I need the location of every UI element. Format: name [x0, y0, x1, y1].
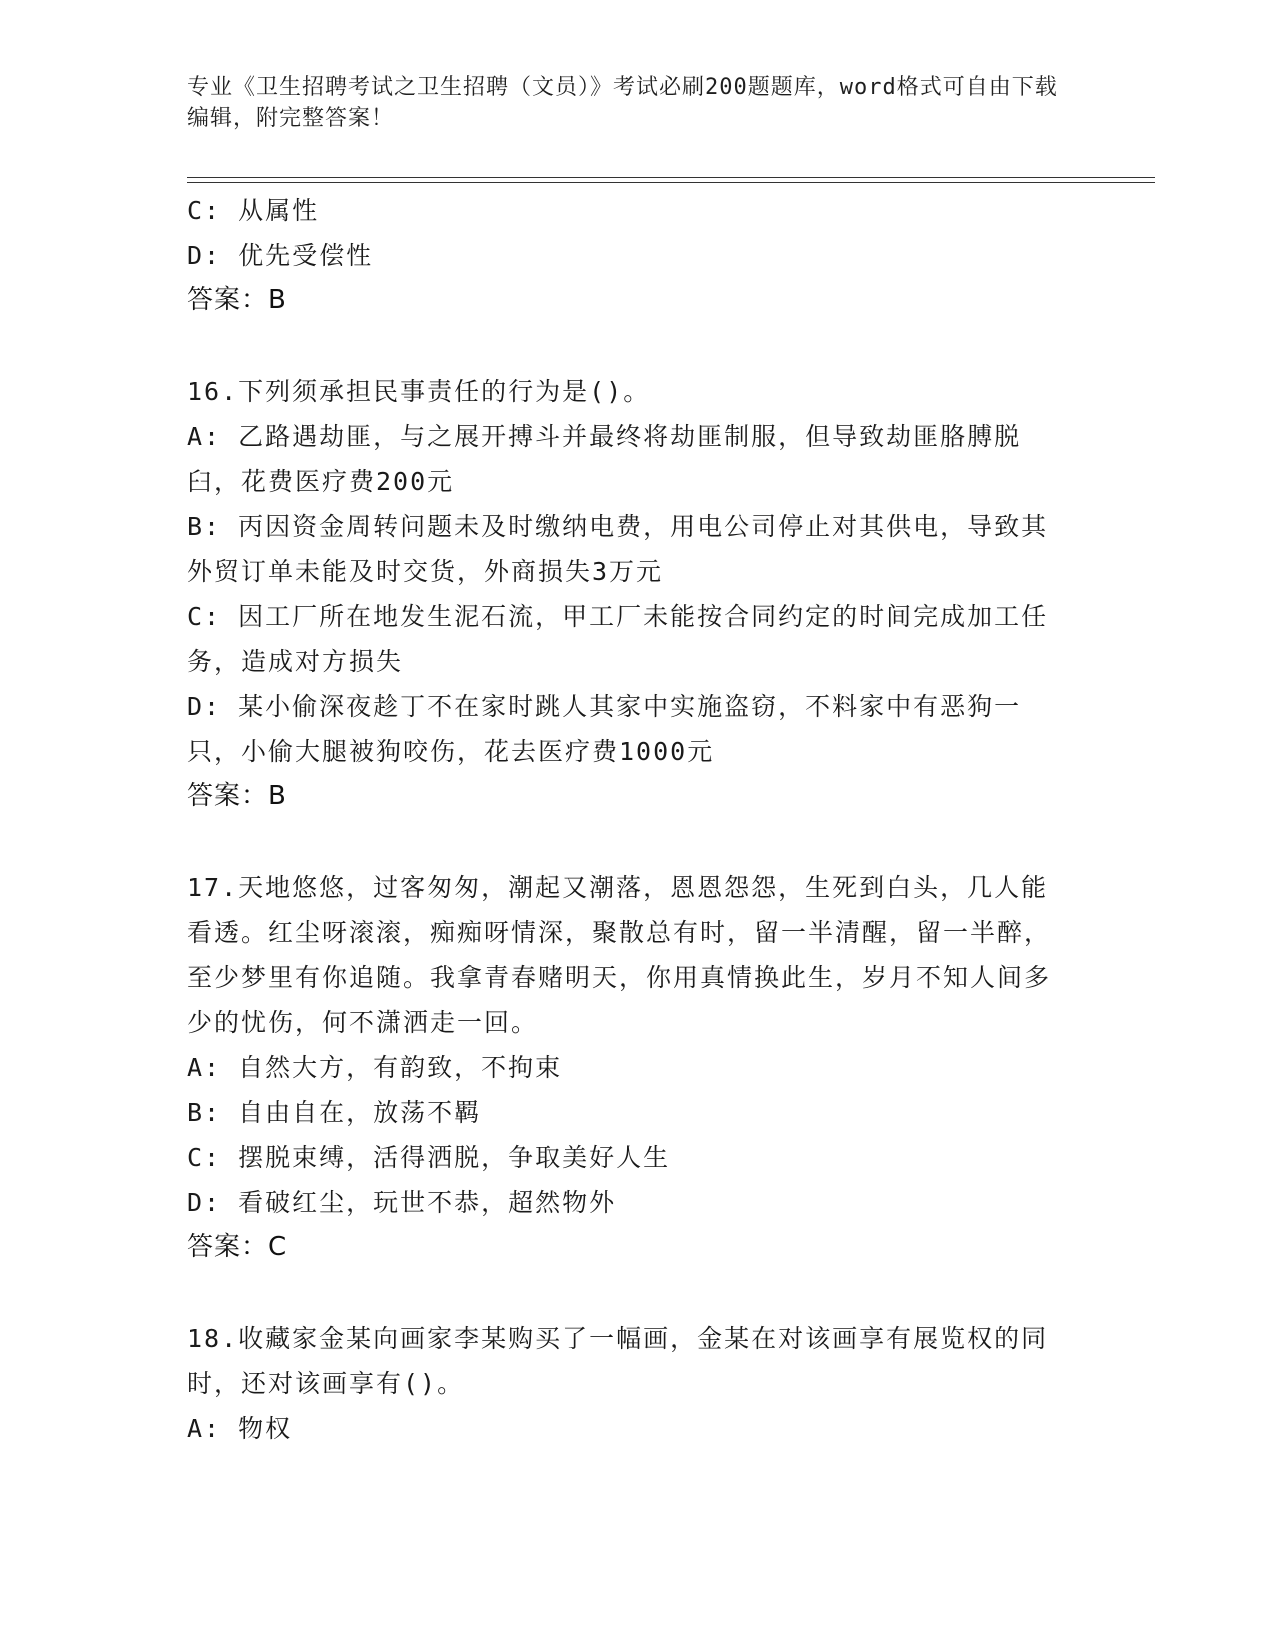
question-stem: 16.下列须承担民事责任的行为是()。: [187, 377, 651, 406]
option-c: C: 摆脱束缚，活得洒脱，争取美好人生: [187, 1143, 671, 1172]
spacer: [187, 1270, 1087, 1316]
option-d: D: 某小偷深夜趁丁不在家时跳人其家中实施盗窃，不料家中有恶狗一只，小偷大腿被狗咬伤，花去医疗费1000元: [187, 692, 1022, 766]
header-divider-bottom: [187, 182, 1155, 183]
question-16-block: [187, 369, 1087, 819]
page-header: 专业《卫生招聘考试之卫生招聘（文员）》考试必刷200题题库，word格式可自由下载编辑，附完整答案！: [187, 75, 1058, 131]
prev-question-block: [187, 188, 1087, 323]
option-a: A: 物权: [187, 1414, 293, 1443]
answer-line: 答案：B: [187, 285, 287, 315]
option-b: B: 丙因资金周转问题未及时缴纳电费，用电公司停止对其供电，导致其外贸订单未能及时交货，外商损失3万元: [187, 512, 1049, 586]
option-c: C: 从属性: [187, 196, 320, 225]
content-area: [187, 188, 1087, 1451]
question-stem: 17.天地悠悠，过客匆匆，潮起又潮落，恩恩怨怨，生死到白头，几人能看透。红尘呀滚滚，痴痴呀情深，聚散总有时，留一半清醒，留一半醉，至少梦里有你追随。我拿青春赌明天，你用真情换此生，岁月不知人间多少的忧伤，何不潇洒走一回。: [187, 873, 1052, 1037]
spacer: [187, 323, 1087, 369]
question-17-block: [187, 865, 1087, 1270]
answer-line: 答案：C: [187, 1232, 288, 1262]
header-divider-top: [187, 177, 1155, 178]
answer-line: 答案：B: [187, 781, 287, 811]
option-c: C: 因工厂所在地发生泥石流，甲工厂未能按合同约定的时间完成加工任务，造成对方损失: [187, 602, 1049, 676]
option-d: D: 看破红尘，玩世不恭，超然物外: [187, 1188, 617, 1217]
question-stem: 18.收藏家金某向画家李某购买了一幅画，金某在对该画享有展览权的同时，还对该画享有()。: [187, 1324, 1049, 1398]
question-18-block: [187, 1316, 1087, 1451]
option-b: B: 自由自在，放荡不羁: [187, 1098, 482, 1127]
option-a: A: 乙路遇劫匪，与之展开搏斗并最终将劫匪制服，但导致劫匪胳膊脱臼，花费医疗费200元: [187, 422, 1022, 496]
option-d: D: 优先受偿性: [187, 241, 374, 270]
spacer: [187, 819, 1087, 865]
option-a: A: 自然大方，有韵致，不拘束: [187, 1053, 563, 1082]
